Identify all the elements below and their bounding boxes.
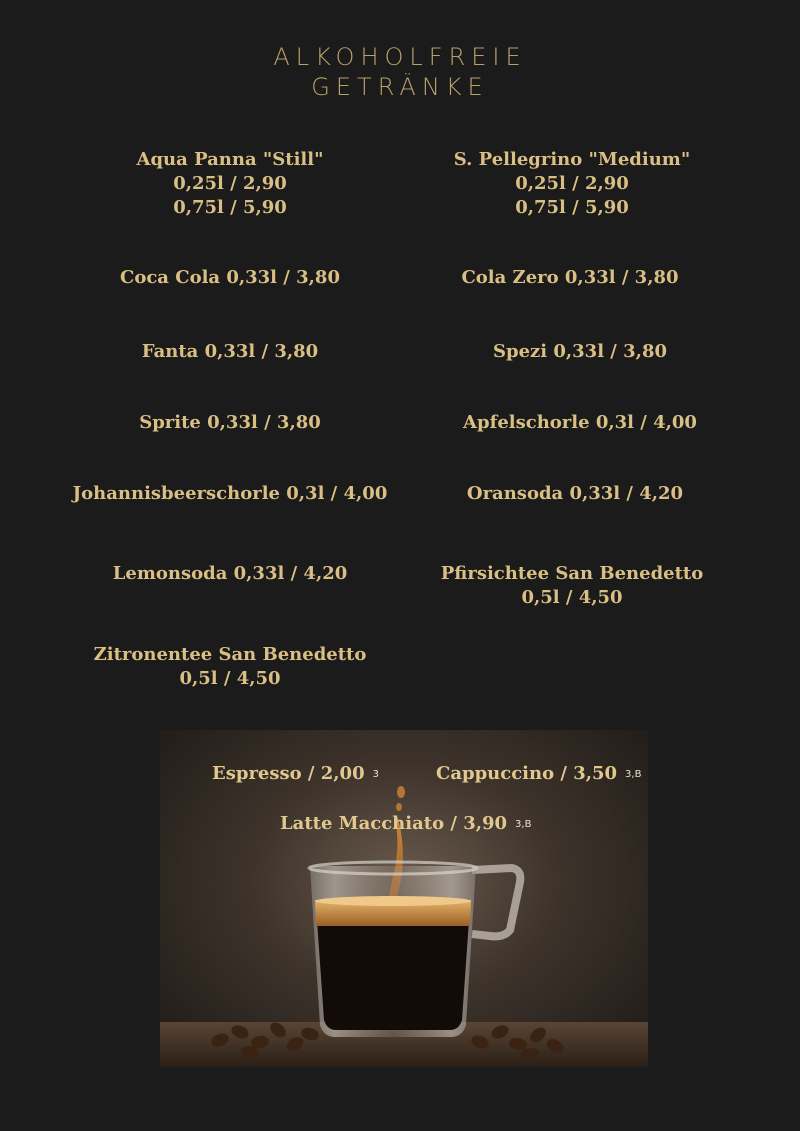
title-line-1: ALKOHOLFREIE [273, 43, 527, 71]
menu-item-price: 0,75l / 5,90 [173, 197, 287, 218]
menu-item-zitronentee [60, 643, 400, 691]
coffee-item-latte-macchiato [280, 813, 531, 836]
menu-item-name: S. Pellegrino "Medium" [453, 149, 691, 170]
menu-item-label: Spezi 0,33l / 3,80 [493, 341, 667, 362]
menu-item-price: 0,25l / 2,90 [515, 173, 629, 194]
menu-item-coca-cola [60, 266, 400, 290]
title-line-2: GETRÄNKE [311, 73, 489, 101]
menu-item-aqua-panna [60, 148, 400, 220]
menu-item-pfirsichtee [402, 562, 742, 610]
menu-item-cola-zero [400, 266, 740, 290]
coffee-label: Espresso / 2,00 [212, 763, 365, 784]
allergen-note: 3 [372, 769, 379, 780]
menu-item-label: Oransoda 0,33l / 4,20 [466, 483, 684, 504]
coffee-item-cappuccino [436, 763, 641, 786]
menu-item-price: 0,5l / 4,50 [521, 587, 623, 608]
coffee-photo [160, 730, 648, 1067]
menu-item-label: Sprite 0,33l / 3,80 [139, 412, 321, 433]
menu-item-apfelschorle [410, 411, 750, 435]
page-title [0, 42, 800, 102]
menu-item-label: Cola Zero 0,33l / 3,80 [461, 267, 679, 288]
menu-item-label: Lemonsoda 0,33l / 4,20 [112, 563, 348, 584]
menu-item-name: Pfirsichtee San Benedetto [440, 563, 704, 584]
menu-item-pellegrino [402, 148, 742, 220]
coffee-item-espresso [212, 763, 379, 786]
menu-item-johannisbeerschorle [60, 482, 400, 506]
menu-item-price: 0,25l / 2,90 [173, 173, 287, 194]
menu-item-price: 0,5l / 4,50 [179, 668, 281, 689]
menu-item-price: 0,75l / 5,90 [515, 197, 629, 218]
allergen-note: 3,B [625, 769, 642, 780]
menu-item-fanta [60, 340, 400, 364]
menu-item-oransoda [405, 482, 745, 506]
coffee-label: Cappuccino / 3,50 [436, 763, 618, 784]
menu-item-label: Fanta 0,33l / 3,80 [141, 341, 319, 362]
menu-item-spezi [410, 340, 750, 364]
menu-item-sprite [60, 411, 400, 435]
menu-item-label: Apfelschorle 0,3l / 4,00 [463, 412, 697, 433]
menu-item-label: Coca Cola 0,33l / 3,80 [120, 267, 340, 288]
menu-item-name: Zitronentee San Benedetto [93, 644, 367, 665]
menu-item-lemonsoda [60, 562, 400, 586]
menu-item-label: Johannisbeerschorle 0,3l / 4,00 [72, 483, 388, 504]
menu-item-name: Aqua Panna "Still" [136, 149, 324, 170]
coffee-label: Latte Macchiato / 3,90 [280, 813, 508, 834]
allergen-note: 3,B [515, 819, 532, 830]
